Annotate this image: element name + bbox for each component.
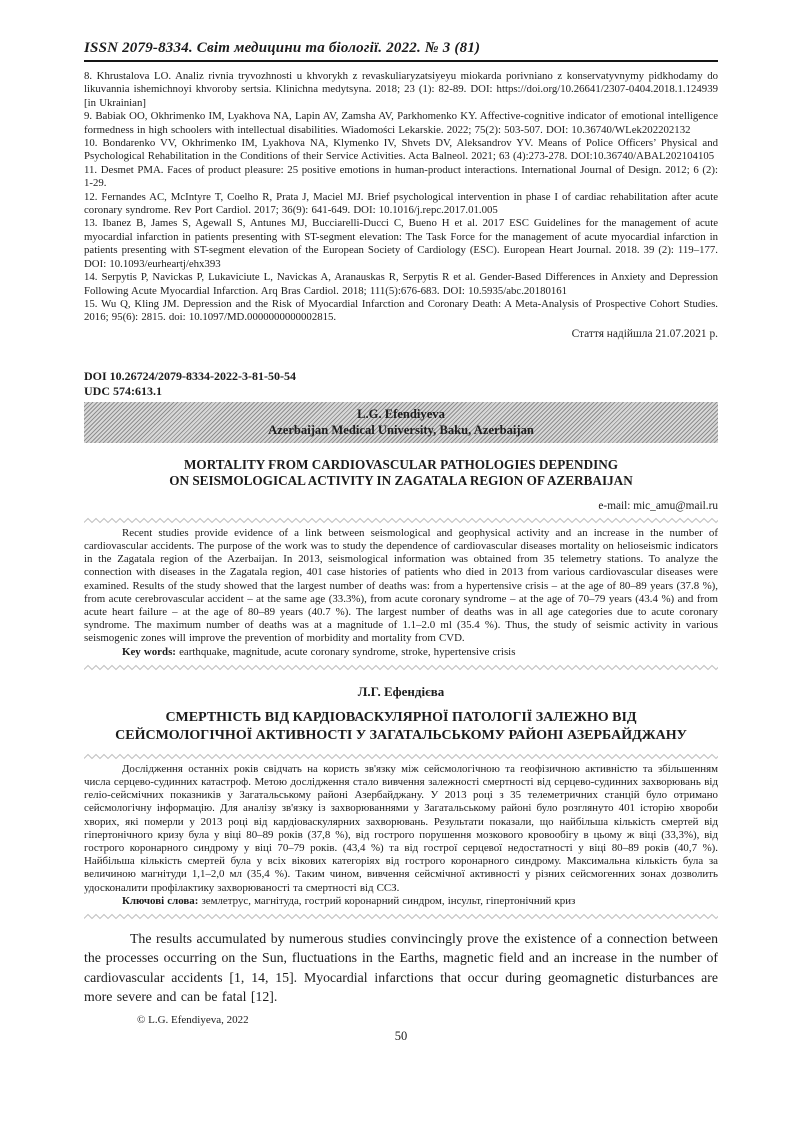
reference-item: 11. Desmet PMA. Faces of product pleasure: 25 positive emotions in human-product interactions. International Journal of Design. 2012; 6 (2): 1-29. — [84, 163, 718, 190]
journal-running-head: ISSN 2079-8334. Світ медицини та біології. 2022. № 3 (81) — [84, 40, 718, 62]
page-number: 50 — [394, 1028, 408, 1043]
doi-line: DOI 10.26724/2079-8334-2022-3-81-50-54 — [84, 368, 296, 383]
wavy-divider — [84, 913, 718, 920]
references-list — [84, 70, 718, 325]
keywords-en: earthquake, magnitude, acute coronary syndrome, stroke, hypertensive crisis — [179, 645, 516, 658]
article-title-en — [84, 457, 718, 490]
abstract-uk-text: Дослідження останніх років свідчать на користь зв'язку між сейсмологічною та геофізичною активністю та збільшенням числа серцево-судинних катастроф. Метою дослідження стало вивчення залежності смертності від серцево-судинних захворювань від геліо-сейсмічних показників у Загатальському районі Азербайджану. У 2013 році з 35 телеметричних станцій було отримано сейсмологічну інформацію. Для аналізу зв'язку із захворюваннями у Загатальському районі було розглянуто 401 історію хвороби хворих, які померли у 2013 році від кардіоваскулярних захворювань. Результати показали, що найбільша кількість смертей від гіпертонічного кризу була у віці 80–89 років (37,8 %), від гострого порушення мозкового кровообігу в цьому ж віці (33,3%), від гострого коронарного синдрому у віці 70–79 років. (43,4 %) та від гострої серцевої недостатності у віці 80–89 років (40,7 %). Найбільша кількість смертей була у всіх вікових категоріях від гострого коронарного синдрому. Максимальна кількість була за величиною магнітуди 1,1–2,0 мл (35,4 %). Таким чином, вивчення сейсмічної активності у різних сейсмогенних зонах дозволить удосконалити профілактику захворюваності та смертності від ССЗ. — [84, 762, 718, 894]
keywords-label-uk: Ключові слова: — [122, 894, 199, 907]
author-name-uk: Л.Г. Ефендієва — [357, 683, 445, 699]
wavy-divider — [84, 753, 718, 760]
abstract-en-keywords — [84, 646, 718, 659]
article-title-en-line1: MORTALITY FROM CARDIOVASCULAR PATHOLOGIES DEPENDING — [183, 456, 619, 472]
reference-item: 15. Wu Q, Kling JM. Depression and the Risk of Myocardial Infarction and Coronary Death: A Meta-Analysis of Prospective Cohort Studies. 2016; 95(6): 2815. doi: 10.1097/MD.0000000000002815. — [84, 297, 718, 324]
author-affiliation: Azerbaijan Medical University, Baku, Azerbaijan — [268, 422, 534, 437]
article-title-uk-line2: СЕЙСМОЛОГІЧНОЇ АКТИВНОСТІ У ЗАГАТАЛЬСЬКОМУ РАЙОНІ АЗЕРБАЙДЖАНУ — [115, 727, 687, 743]
udc-line: UDC 574:613.1 — [84, 383, 162, 398]
keywords-label-en: Key words: — [122, 645, 176, 658]
abstract-uk — [84, 763, 718, 908]
abstract-en — [84, 527, 718, 659]
copyright-note: © L.G. Efendiyeva, 2022 — [137, 1013, 249, 1026]
contact-email: e-mail: mic_amu@mail.ru — [598, 499, 718, 512]
article-received-note: Стаття надійшла 21.07.2021 р. — [571, 327, 718, 340]
keywords-uk: землетрус, магнітуда, гострий коронарний синдром, інсульт, гіпертонічний криз — [201, 894, 576, 907]
reference-item: 9. Babiak OO, Okhrimenko IM, Lyakhova NA, Lapin AV, Zamsha AV, Parkhomenko KY. Affective-cognitive indicator of emotional intelligence formedness in high schoolers with intellectual disabilities. Wiadomości Lekarskie. 2022; 75(2): 503-507. DOI: 10.36740/WLek202202132 — [84, 110, 718, 136]
reference-item: 8. Khrustalova LO. Analiz rivnia tryvozhnosti u khvorykh z revaskuliaryzatsiyeyu miokarda porivniano z konservatyvnymy pidkhodamy do likuvannia ishemichnoyi khvoroby sertsia. Klinichna medytsyna. 2018; 23 (1): 82-89. DOI: https://doi.org/10.26641/2307-0404.2018.1.124939 [in Ukrainian] — [84, 70, 718, 109]
reference-item: 13. Ibanez B, James S, Agewall S, Antunes MJ, Bucciarelli-Ducci C, Bueno H et al. 2017 ESC Guidelines for the management of acute myocardial infarction in patients presenting with ST-segment elevation: The Task Force for the management of acute myocardial infarction in patients presenting with ST-segment elevation of the European Society of Cardiology (ESC). European Heart Journal. 2018. 39 (2): 119–177. DOI: 10.1093/eurheartj/ehx393 — [84, 217, 718, 270]
article-title-uk-line1: СМЕРТНІСТЬ ВІД КАРДІОВАСКУЛЯРНОЇ ПАТОЛОГІЇ ЗАЛЕЖНО ВІД — [165, 709, 637, 725]
reference-item: 14. Serpytis P, Navickas P, Lukaviciute L, Navickas A, Aranauskas R, Serpytis R et al. Gender-Based Differences in Anxiety and Depression Following Acute Myocardial Infarction. Arq Bras Cardiol. 2018; 111(5):676-683. DOI: 10.5935/abc.20180161 — [84, 271, 718, 297]
doi-udc-block — [84, 369, 718, 399]
reference-item: 10. Bondarenko VV, Okhrimenko IM, Lyakhova NA, Klymenko IV, Shvets DV, Aleksandrov YV. Means of Police Officers’ Physical and Psychological Rehabilitation in the Conditions of their Service Activities. Acta Balneol. 2021; 63 (4):273-278. DOI:10.36740/ABAL202104105 — [84, 137, 718, 163]
wavy-divider — [84, 664, 718, 671]
article-title-en-line2: ON SEISMOLOGICAL ACTIVITY IN ZAGATALA REGION OF AZERBAIJAN — [169, 473, 633, 489]
author-affiliation-band — [84, 402, 718, 443]
abstract-en-text: Recent studies provide evidence of a link between seismological and geophysical activity and an increase in the number of cardiovascular accidents. The purpose of the work was to study the dependence of cardiovascular diseases mortality on helioseismic indicators in the Zagatala region of the Azerbaijan. In 2013, seismological information was obtained from 35 telemetry stations. To analyze the connection with diseases in the Zagatala region, 401 case histories of patients who died in 2013 from various cardiovascular diseases were examined. Results of the study showed that the largest number of deaths was: from a hypertensive crisis – at the age of 80–89 years (37.8 %), from acute cerebrovascular accident – at the same age (33.3%), from acute coronary syndrome – at the age of 70–79 years (43.4 %) and from acute heart failure – at the age of 80–89 years (40.7 %). The largest number of deaths was in all age categories due to acute coronary syndrome. The maximum number of deaths was at a magnitude of 1.1–2.0 ml (35.4 %). Thus, the study of seismic activity in various seismogenic zones will improve the prevention of morbidity and mortality from CVD. — [84, 526, 718, 645]
author-name-en: L.G. Efendiyeva — [357, 406, 445, 421]
article-title-uk — [84, 709, 718, 745]
article-body-paragraph: The results accumulated by numerous studies convincingly prove the existence of a connection between the processes occurring on the Sun, fluctuations in the Earths, magnetic field and an increase in the number of cardiovascular accidents [1, 14, 15]. Myocardial infarctions that occur during geomagnetic disturbances are more severe and can be fatal [12]. — [84, 930, 718, 1005]
abstract-uk-keywords — [84, 895, 718, 908]
wavy-divider — [84, 517, 718, 524]
reference-item: 12. Fernandes AC, McIntyre T, Coelho R, Prata J, Maciel MJ. Brief psychological intervention in phase I of cardiac rehabilitation after acute coronary syndrome. Rev Port Cardiol. 2017; 36(9): 641-649. DOI: 10.1016/j.repc.2017.01.005 — [84, 190, 718, 217]
